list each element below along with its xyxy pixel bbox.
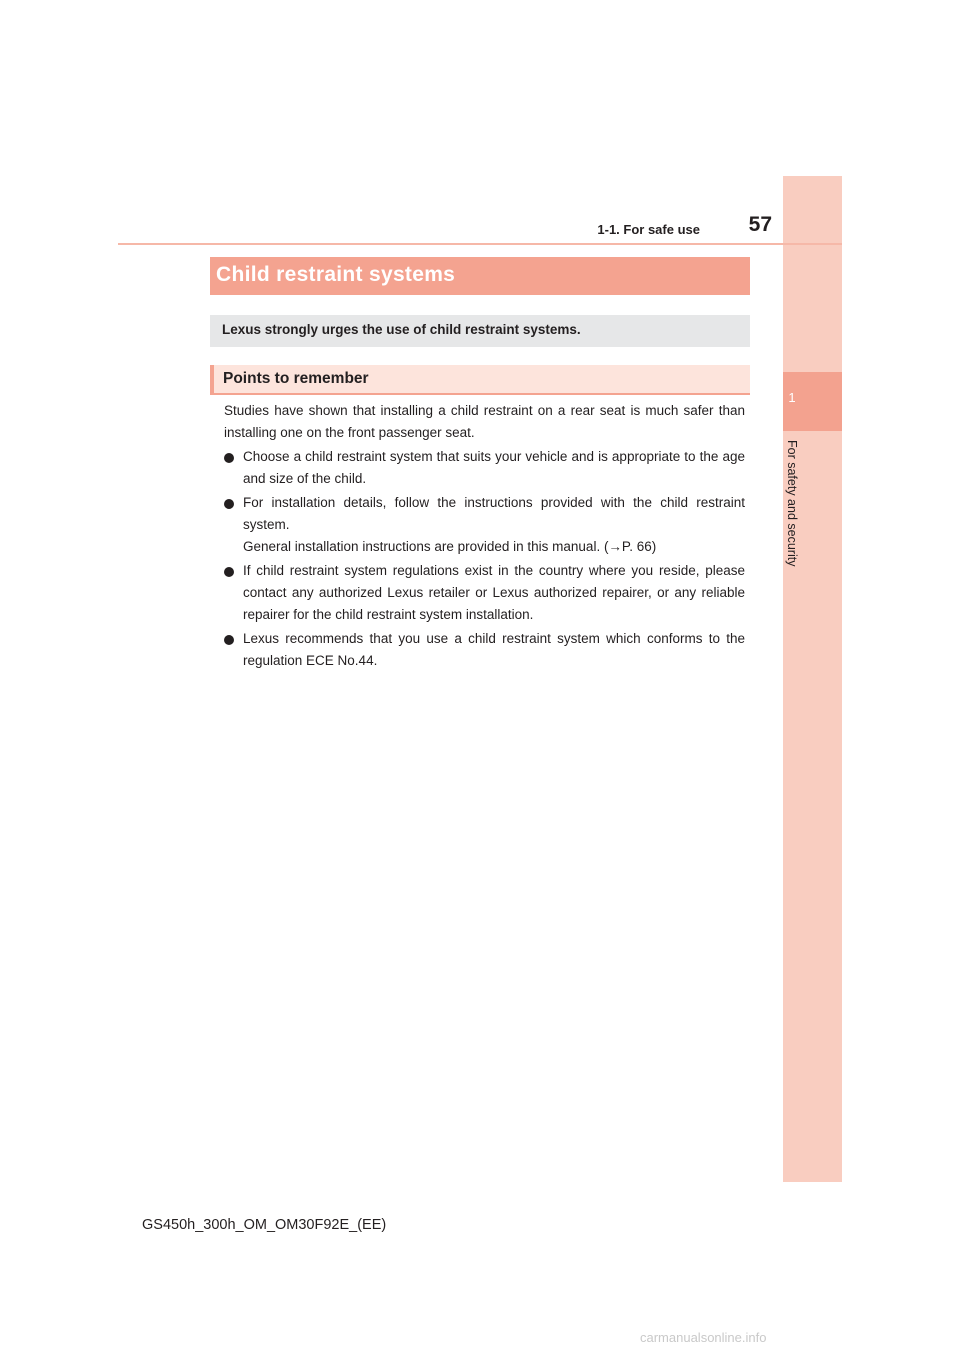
bullet-text: If child restraint system regulations exist in the country where you reside, please contact any authorized Lexus retailer or Lexus authorized repairer, or any reliable repairer for the child restraint system installation. bbox=[243, 563, 745, 622]
watermark: carmanualsonline.info bbox=[640, 1330, 767, 1345]
header-rule bbox=[118, 243, 842, 245]
subheading: Points to remember bbox=[223, 370, 369, 387]
chapter-label-wrap bbox=[783, 440, 803, 590]
bullet-text: Lexus recommends that you use a child restraint system which conforms to the regulation ECE No.44. bbox=[243, 631, 745, 668]
bullet-item bbox=[224, 628, 745, 672]
bullet-text: Choose a child restraint system that suits your vehicle and is appropriate to the age and size of the child. bbox=[243, 449, 745, 486]
bullet-dot-icon bbox=[224, 635, 234, 645]
page-title: Child restraint systems bbox=[216, 263, 456, 286]
section-header: 1-1. For safe use bbox=[597, 222, 700, 237]
lead-paragraph: Studies have shown that installing a child restraint on a rear seat is much safer than installing one on the front passenger seat. bbox=[224, 403, 745, 440]
intro-box bbox=[210, 315, 750, 347]
subheading-marker bbox=[210, 365, 214, 393]
bullet-item bbox=[224, 560, 745, 626]
subheading-bar bbox=[210, 365, 750, 395]
side-tab-strip bbox=[783, 176, 842, 1182]
chapter-label: For safety and security bbox=[785, 440, 799, 567]
page-number: 57 bbox=[748, 213, 772, 236]
title-bar bbox=[210, 257, 750, 295]
chapter-number: 1 bbox=[788, 390, 796, 405]
bullet-dot-icon bbox=[224, 499, 234, 509]
intro-text: Lexus strongly urges the use of child restraint systems. bbox=[222, 322, 581, 337]
bullet-extra-text: General installation instructions are provided in this manual. (→P. 66) bbox=[243, 539, 657, 554]
bullet-item bbox=[224, 446, 745, 490]
document-code: GS450h_300h_OM_OM30F92E_(EE) bbox=[142, 1217, 387, 1233]
bullet-text: For installation details, follow the instructions provided with the child restraint system. bbox=[243, 495, 745, 532]
bullet-dot-icon bbox=[224, 453, 234, 463]
content bbox=[224, 400, 745, 674]
bullet-item bbox=[224, 492, 745, 558]
bullet-dot-icon bbox=[224, 567, 234, 577]
